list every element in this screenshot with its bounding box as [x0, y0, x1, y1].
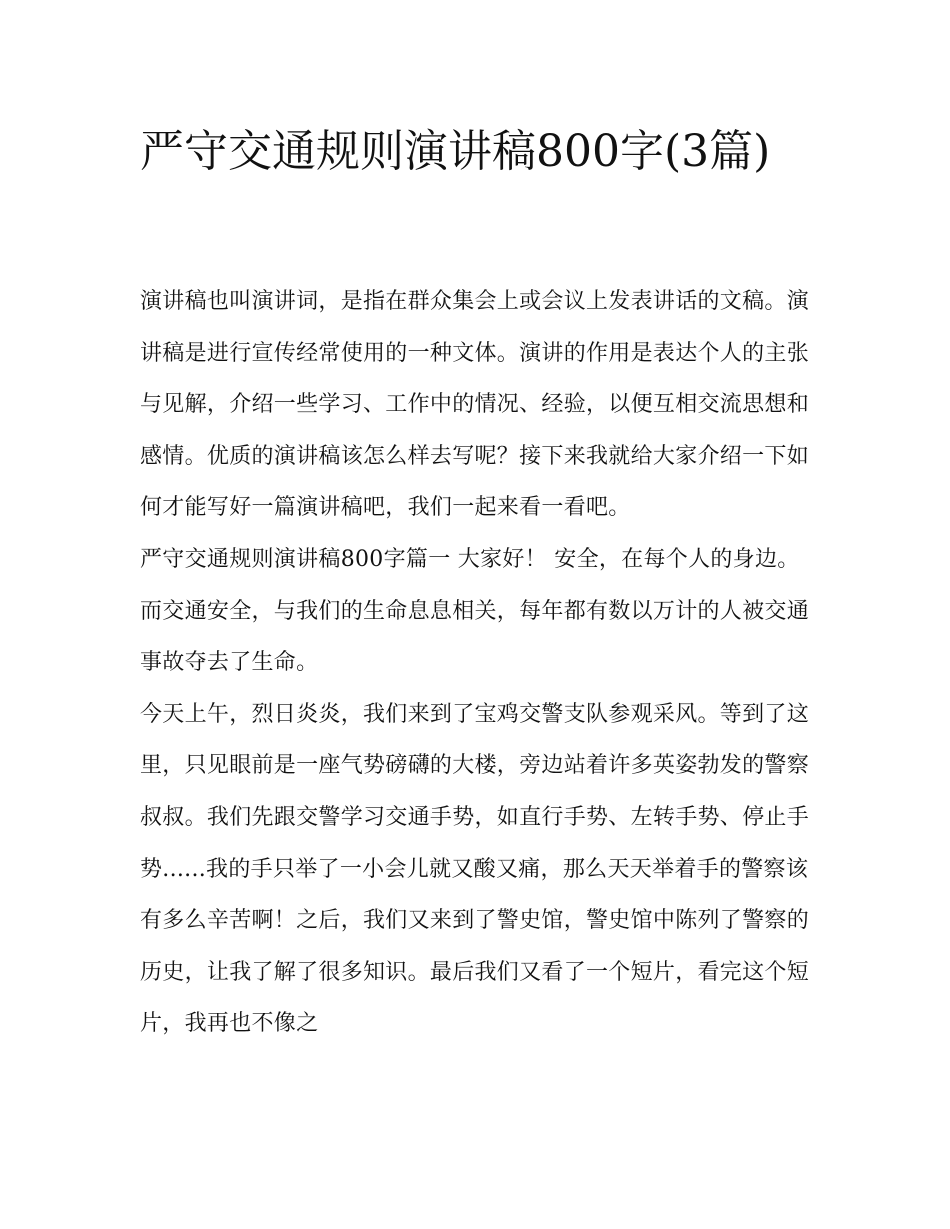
document-title: 严守交通规则演讲稿800字(3篇) [140, 126, 771, 177]
speech-one-opening-paragraph: 严守交通规则演讲稿800字篇一 大家好！ 安全，在每个人的身边。而交通安全，与我们的生命息息相关，每年都有数以万计的人被交通事故夺去了生命。 [140, 546, 810, 676]
intro-paragraph: 演讲稿也叫演讲词，是指在群众集会上或会议上发表讲话的文稿。演讲稿是进行宣传经常使用的一种文体。演讲的作用是表达个人的主张与见解，介绍一些学习、工作中的情况、经验，以便互相交流思想和感情。优质的演讲稿该怎么样去写呢？接下来我就给大家介绍一下如何才能写好一篇演讲稿吧，我们一起来看一看吧。 [140, 289, 810, 521]
document-body [140, 276, 812, 1050]
speech-one-visit-paragraph: 今天上午，烈日炎炎，我们来到了宝鸡交警支队参观采风。等到了这里，只见眼前是一座气势磅礴的大楼，旁边站着许多英姿勃发的警察叔叔。我们先跟交警学习交通手势，如直行手势、左转手势、停止手势......我的手只举了一小会儿就又酸又痛，那么天天举着手的警察该有多么辛苦啊！之后，我们又来到了警史馆，警史馆中陈列了警察的历史，让我了解了很多知识。最后我们又看了一个短片，看完这个短片，我再也不像之 [140, 701, 810, 1037]
